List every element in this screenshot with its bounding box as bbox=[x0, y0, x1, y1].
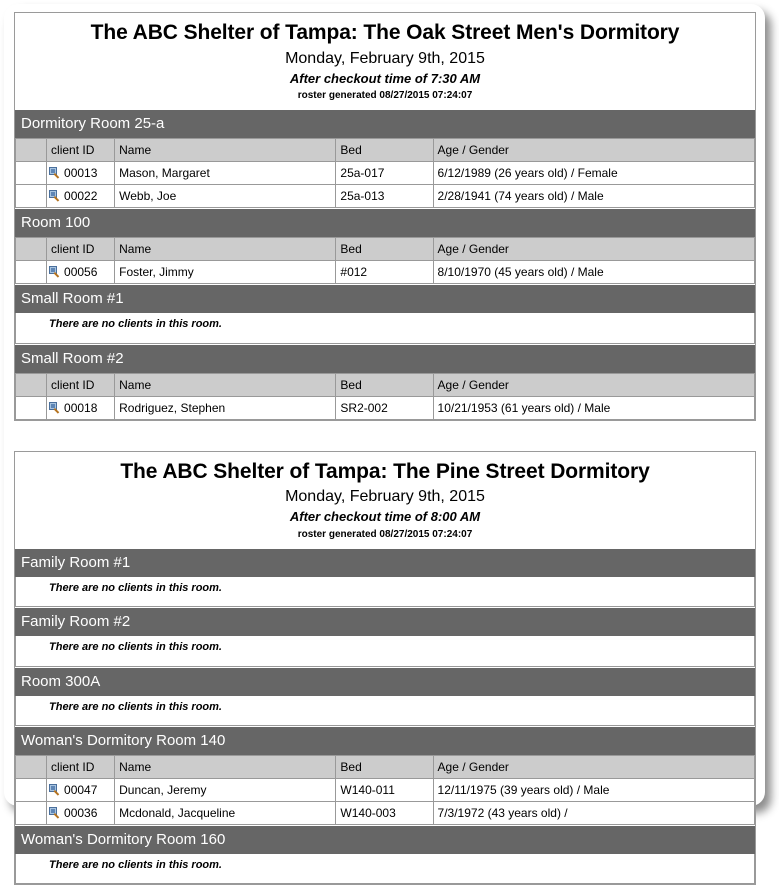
row-spacer-cell bbox=[16, 778, 47, 801]
client-id-value: 00036 bbox=[64, 805, 98, 820]
magnifier-icon[interactable] bbox=[49, 807, 61, 819]
client-bed-cell: W140-011 bbox=[336, 778, 433, 801]
column-header-client-id: client ID bbox=[47, 238, 115, 261]
client-bed-cell: #012 bbox=[336, 261, 433, 284]
row-spacer-cell bbox=[16, 185, 47, 208]
column-header-spacer bbox=[16, 238, 47, 261]
magnifier-icon[interactable] bbox=[49, 167, 61, 179]
table-row bbox=[16, 261, 755, 284]
client-id-value: 00013 bbox=[64, 166, 98, 181]
column-header-spacer bbox=[16, 139, 47, 162]
panel-title: The ABC Shelter of Tampa: The Pine Street Dormitory bbox=[120, 459, 650, 483]
roster-header-row bbox=[16, 139, 755, 162]
client-id-wrap bbox=[49, 806, 110, 820]
roster-table bbox=[15, 373, 755, 420]
client-age-gender-cell: 12/11/1975 (39 years old) / Male bbox=[433, 778, 754, 801]
client-id-cell bbox=[47, 396, 115, 419]
roster-header-row bbox=[16, 238, 755, 261]
client-name-cell: Foster, Jimmy bbox=[115, 261, 336, 284]
client-id-value: 00018 bbox=[64, 400, 98, 415]
room-section-header: Woman's Dormitory Room 140 bbox=[15, 726, 755, 755]
column-header-bed: Bed bbox=[336, 238, 433, 261]
room-section-header: Room 100 bbox=[15, 208, 755, 237]
client-age-gender-cell: 7/3/1972 (43 years old) / bbox=[433, 801, 754, 824]
client-age-gender-cell: 2/28/1941 (74 years old) / Male bbox=[433, 185, 754, 208]
panel-checkout-time: After checkout time of 8:00 AM bbox=[289, 509, 481, 525]
panel-header bbox=[15, 452, 755, 548]
magnifier-handle bbox=[54, 790, 60, 796]
magnifier-handle bbox=[54, 272, 60, 278]
empty-room-text: There are no clients in this room. bbox=[49, 700, 222, 713]
column-header-client-id: client ID bbox=[47, 755, 115, 778]
client-id-cell bbox=[47, 778, 115, 801]
empty-room-notice bbox=[15, 696, 755, 726]
table-row bbox=[16, 162, 755, 185]
column-header-bed: Bed bbox=[336, 139, 433, 162]
panel-checkout-time: After checkout time of 7:30 AM bbox=[289, 70, 481, 86]
column-header-age-gender: Age / Gender bbox=[433, 139, 754, 162]
column-header-spacer bbox=[16, 373, 47, 396]
client-id-cell bbox=[47, 261, 115, 284]
client-bed-cell: W140-003 bbox=[336, 801, 433, 824]
column-header-bed: Bed bbox=[336, 373, 433, 396]
client-age-gender-cell: 10/21/1953 (61 years old) / Male bbox=[433, 396, 754, 419]
client-id-wrap bbox=[49, 783, 110, 797]
room-section-header: Woman's Dormitory Room 160 bbox=[15, 825, 755, 854]
table-row bbox=[16, 185, 755, 208]
magnifier-icon[interactable] bbox=[49, 266, 61, 278]
client-id-wrap bbox=[49, 166, 110, 180]
report-window bbox=[4, 4, 765, 871]
client-id-value: 00047 bbox=[64, 782, 98, 797]
column-header-client-id: client ID bbox=[47, 139, 115, 162]
row-spacer-cell bbox=[16, 261, 47, 284]
client-name-cell: Rodriguez, Stephen bbox=[115, 396, 336, 419]
empty-room-notice bbox=[15, 636, 755, 666]
client-id-value: 00022 bbox=[64, 189, 98, 204]
empty-room-text: There are no clients in this room. bbox=[49, 582, 222, 595]
report-canvas bbox=[14, 12, 756, 871]
room-section-header: Room 300A bbox=[15, 667, 755, 696]
client-name-cell: Duncan, Jeremy bbox=[115, 778, 336, 801]
magnifier-handle bbox=[54, 173, 60, 179]
table-row bbox=[16, 778, 755, 801]
client-bed-cell: SR2-002 bbox=[336, 396, 433, 419]
empty-room-text: There are no clients in this room. bbox=[49, 318, 222, 331]
client-id-wrap bbox=[49, 189, 110, 203]
client-bed-cell: 25a-017 bbox=[336, 162, 433, 185]
room-section-header: Small Room #1 bbox=[15, 284, 755, 313]
client-id-wrap bbox=[49, 265, 110, 279]
room-section-header: Small Room #2 bbox=[15, 344, 755, 373]
column-header-name: Name bbox=[115, 139, 336, 162]
magnifier-handle bbox=[54, 408, 60, 414]
panel-header bbox=[15, 13, 755, 109]
panel-title: The ABC Shelter of Tampa: The Oak Street Men's Dormitory bbox=[90, 21, 680, 44]
client-age-gender-cell: 8/10/1970 (45 years old) / Male bbox=[433, 261, 754, 284]
roster-table bbox=[15, 138, 755, 208]
empty-room-notice bbox=[15, 313, 755, 343]
room-section-header: Dormitory Room 25-a bbox=[15, 109, 755, 138]
row-spacer-cell bbox=[16, 801, 47, 824]
column-header-spacer bbox=[16, 755, 47, 778]
client-id-wrap bbox=[49, 401, 110, 415]
column-header-age-gender: Age / Gender bbox=[433, 238, 754, 261]
client-bed-cell: 25a-013 bbox=[336, 185, 433, 208]
magnifier-handle bbox=[54, 196, 60, 202]
panel-separator bbox=[14, 421, 756, 451]
row-spacer-cell bbox=[16, 162, 47, 185]
empty-room-notice bbox=[15, 854, 755, 884]
empty-room-notice bbox=[15, 577, 755, 607]
client-name-cell: Mcdonald, Jacqueline bbox=[115, 801, 336, 824]
client-id-cell bbox=[47, 801, 115, 824]
report-panel bbox=[14, 12, 756, 421]
magnifier-handle bbox=[54, 813, 60, 819]
panel-date: Monday, February 9th, 2015 bbox=[285, 49, 485, 67]
row-spacer-cell bbox=[16, 396, 47, 419]
panel-generated-timestamp: roster generated 08/27/2015 07:24:07 bbox=[297, 528, 473, 540]
column-header-name: Name bbox=[115, 373, 336, 396]
room-section-header: Family Room #1 bbox=[15, 548, 755, 577]
column-header-age-gender: Age / Gender bbox=[433, 373, 754, 396]
column-header-bed: Bed bbox=[336, 755, 433, 778]
magnifier-icon[interactable] bbox=[49, 190, 61, 202]
roster-table bbox=[15, 755, 755, 825]
client-name-cell: Mason, Margaret bbox=[115, 162, 336, 185]
client-id-cell bbox=[47, 162, 115, 185]
empty-room-text: There are no clients in this room. bbox=[49, 641, 222, 654]
column-header-client-id: client ID bbox=[47, 373, 115, 396]
client-name-cell: Webb, Joe bbox=[115, 185, 336, 208]
roster-table bbox=[15, 237, 755, 284]
client-age-gender-cell: 6/12/1989 (26 years old) / Female bbox=[433, 162, 754, 185]
client-id-cell bbox=[47, 185, 115, 208]
table-row bbox=[16, 396, 755, 419]
client-id-value: 00056 bbox=[64, 265, 98, 280]
panel-generated-timestamp: roster generated 08/27/2015 07:24:07 bbox=[297, 89, 473, 101]
magnifier-icon[interactable] bbox=[49, 784, 61, 796]
column-header-age-gender: Age / Gender bbox=[433, 755, 754, 778]
column-header-name: Name bbox=[115, 238, 336, 261]
roster-header-row bbox=[16, 373, 755, 396]
roster-header-row bbox=[16, 755, 755, 778]
table-row bbox=[16, 801, 755, 824]
room-section-header: Family Room #2 bbox=[15, 607, 755, 636]
panel-date: Monday, February 9th, 2015 bbox=[285, 488, 485, 506]
column-header-name: Name bbox=[115, 755, 336, 778]
magnifier-icon[interactable] bbox=[49, 402, 61, 414]
empty-room-text: There are no clients in this room. bbox=[49, 858, 222, 871]
report-panel-list bbox=[14, 12, 756, 885]
